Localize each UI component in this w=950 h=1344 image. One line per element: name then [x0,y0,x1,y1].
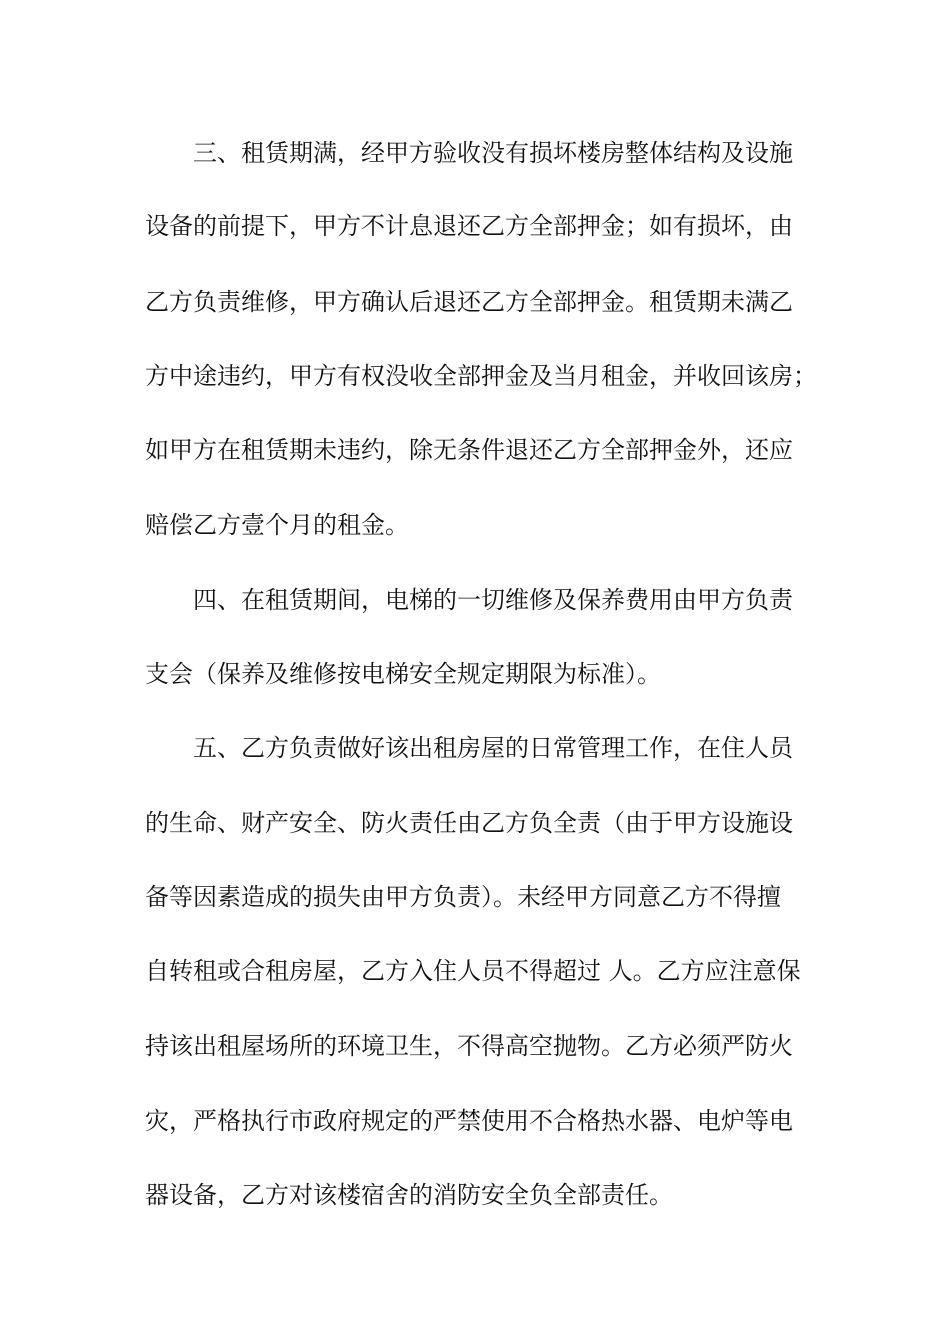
clause-3-line-1: 三、租赁期满，经甲方验收没有损坏楼房整体结构及设施 [193,139,793,167]
clause-5-line-3: 备等因素造成的损失由甲方负责）。未经甲方同意乙方不得擅 [145,883,781,911]
clause-5-line-1: 五、乙方负责做好该出租房屋的日常管理工作，在住人员 [193,734,793,762]
clause-3-line-5: 如甲方在租赁期未违约，除无条件退还乙方全部押金外，还应 [145,436,793,464]
clause-4-line-1: 四、在租赁期间，电梯的一切维修及保养费用由甲方负责 [193,586,793,614]
clause-5-line-4: 自转租或合租房屋，乙方入住人员不得超过 人。乙方应注意保 [145,957,801,985]
clause-3-line-3: 乙方负责维修，甲方确认后退还乙方全部押金。租赁期未满乙 [145,288,793,316]
clause-4-line-2: 支会（保养及维修按电梯安全规定期限为标准）。 [145,660,661,688]
clause-5-line-2: 的生命、财产安全、防火责任由乙方负全责（由于甲方设施设 [145,809,793,837]
clause-3-line-2: 设备的前提下，甲方不计息退还乙方全部押金；如有损坏，由 [145,212,793,240]
clause-5-line-5: 持该出租屋场所的环境卫生，不得高空抛物。乙方必须严防火 [145,1032,793,1060]
clause-3-line-4: 方中途违约，甲方有权没收全部押金及当月租金，并收回该房； [145,362,817,390]
clause-3-line-6: 赔偿乙方壹个月的租金。 [145,511,409,539]
clause-5-line-6: 灾，严格执行市政府规定的严禁使用不合格热水器、电炉等电 [145,1107,793,1135]
clause-5-line-7: 器设备，乙方对该楼宿舍的消防安全负全部责任。 [145,1181,673,1209]
